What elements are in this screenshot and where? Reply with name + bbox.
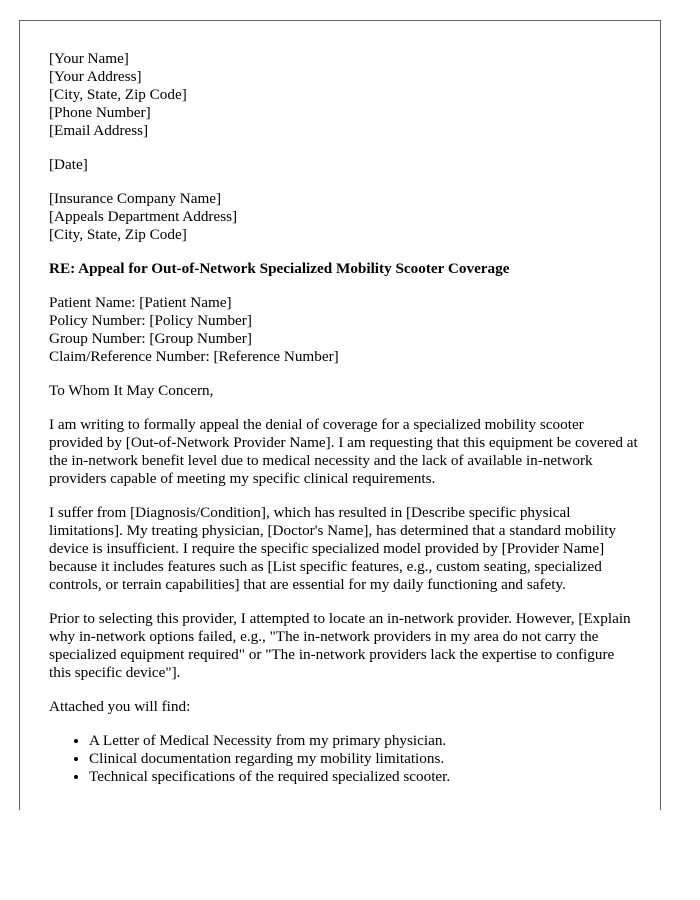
attachments-list	[49, 732, 639, 786]
sender-name: [Your Name]	[49, 50, 129, 67]
claim-number: Claim/Reference Number: [Reference Number]	[49, 348, 339, 365]
letter-page	[19, 20, 661, 810]
recipient-address: [Appeals Department Address]	[49, 208, 238, 225]
sender-city-state-zip: [City, State, Zip Code]	[49, 86, 187, 103]
attachment-item: • Clinical documentation regarding my mobility limitations.	[89, 750, 639, 768]
date-block	[49, 156, 639, 174]
subject-line: RE: Appeal for Out-of-Network Specialized Mobility Scooter Coverage	[49, 260, 510, 277]
body-paragraph-2: I suffer from [Diagnosis/Condition], which has resulted in [Describe specific physical limitations]. My treating physician, [Doctor's Name], has determined that a standard mobility device is insufficient. I require the specific specialized model provided by [Provider Name] because it includes features such as [List specific features, e.g., custom seating, specialized controls, or terrain capabilities] that are essential for my daily functioning and safety.	[49, 504, 617, 593]
attachments-intro: Attached you will find:	[49, 698, 191, 715]
recipient-block	[49, 190, 639, 244]
policy-number: Policy Number: [Policy Number]	[49, 312, 252, 329]
group-number: Group Number: [Group Number]	[49, 330, 252, 347]
sender-phone: [Phone Number]	[49, 104, 151, 121]
body-paragraph-3: Prior to selecting this provider, I attempted to locate an in-network provider. However, [Explain why in-network options failed, e.g., "The in-network providers in my area do not carry the specialized equipment required" or "The in-network providers lack the expertise to configure this specific device"].	[49, 610, 631, 681]
letter-date: [Date]	[49, 156, 88, 173]
salutation: To Whom It May Concern,	[49, 382, 214, 399]
letter-content	[49, 50, 639, 786]
body-paragraph-1: I am writing to formally appeal the denial of coverage for a specialized mobility scooter provided by [Out-of-Network Provider Name]. I am requesting that this equipment be covered at the in-network benefit level due to medical necessity and the lack of available in-network providers capable of meeting my specific clinical requirements.	[49, 416, 638, 487]
patient-name: Patient Name: [Patient Name]	[49, 294, 232, 311]
recipient-company: [Insurance Company Name]	[49, 190, 222, 207]
patient-info-block	[49, 294, 639, 366]
sender-email: [Email Address]	[49, 122, 149, 139]
recipient-city-state-zip: [City, State, Zip Code]	[49, 226, 187, 243]
sender-address: [Your Address]	[49, 68, 142, 85]
attachment-item: • Technical specifications of the required specialized scooter.	[89, 768, 639, 786]
sender-block	[49, 50, 639, 140]
attachment-item: • A Letter of Medical Necessity from my primary physician.	[89, 732, 639, 750]
